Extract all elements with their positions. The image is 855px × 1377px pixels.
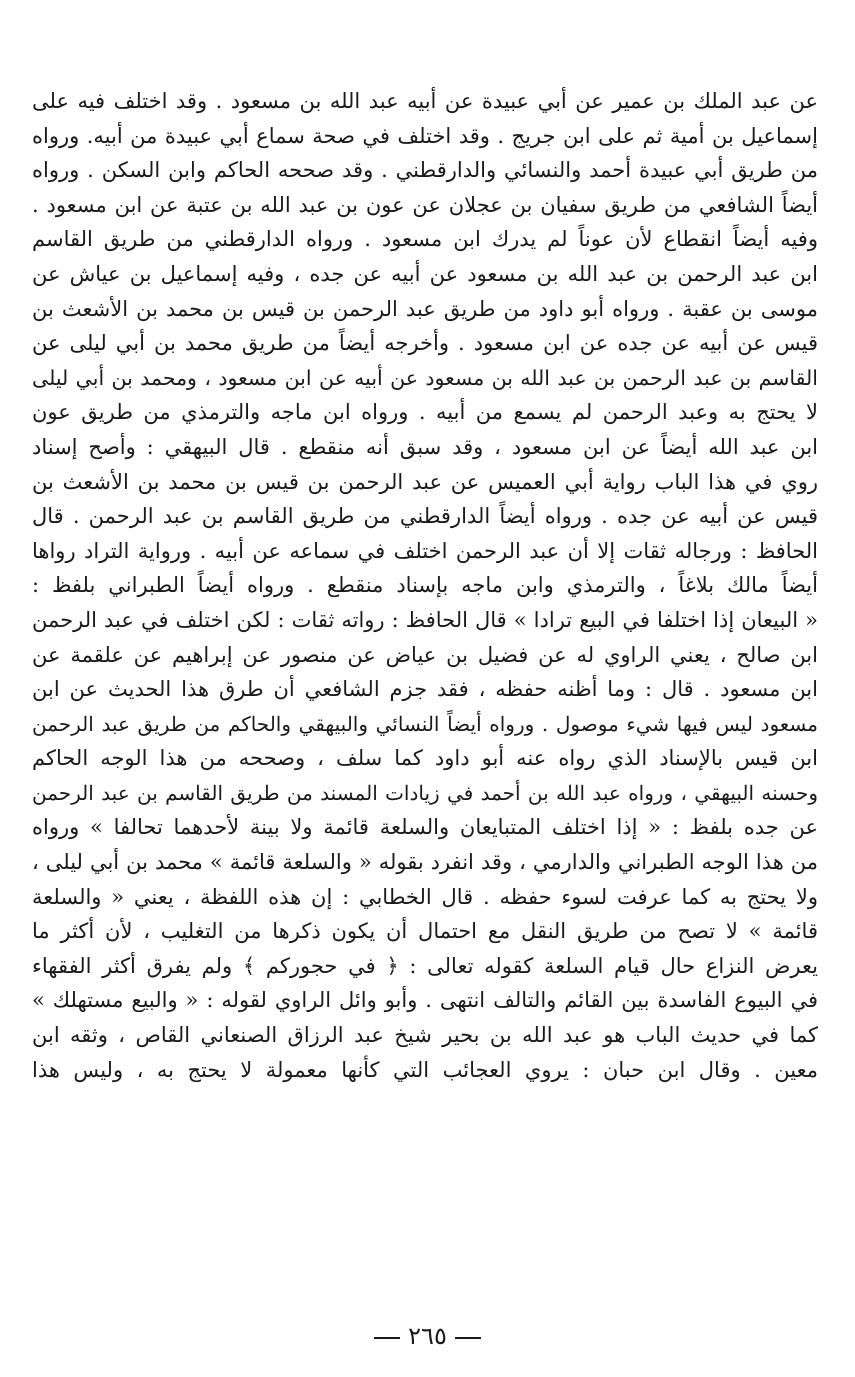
text-line: وفيه أيضاً انقطاع لأن عوناً لم يدرك ابن مسعود . ورواه الدارقطني من طريق القاسم [32,227,818,252]
text-line: أيضاً الشافعي من طريق سفيان بن عجلان عن عون بن عبد الله بن عتبة عن ابن مسعود . [32,192,818,217]
text-line: في البيوع الفاسدة بين القائم والتالف انتهى . وأبو وائل الراوي لقوله : « والبيع مستهلك » [32,988,818,1013]
text-line: قائمة » لا تصح من طريق النقل مع احتمال أن يكون ذكرها من التغليب ، لأن أكثر ما [32,919,818,944]
text-line: أيضاً مالك بلاغاً ، والترمذي وابن ماجه بإسناد منقطع . ورواه أيضاً الطبراني بلفظ : [32,573,818,598]
text-line: ابن عبد الرحمن بن عبد الله بن مسعود عن أبيه عن جده ، وفيه إسماعيل بن عياش عن [32,261,818,286]
text-line: معين . وقال ابن حبان : يروي العجائب التي كأنها معمولة لا يحتج به ، وليس هذا [32,1057,818,1082]
text-line: إسماعيل بن أمية ثم على ابن جريج . وقد اختلف في صحة سماع أبي عبيدة من أبيه. ورواه [32,123,818,148]
text-line: من هذا الوجه الطبراني والدارمي ، وقد انفرد بقوله « والسلعة قائمة » محمد بن أبي ليلى ، [32,850,818,875]
text-line: ابن قيس بالإسناد الذي رواه عنه أبو داود كما سلف ، وصححه من هذا الوجه الحاكم [32,746,818,771]
text-line: ابن مسعود . قال : وما أظنه حفظه ، فقد جزم الشافعي أن طرق هذا الحديث عن ابن [32,677,818,702]
text-line: لا يحتج به وعبد الرحمن لم يسمع من أبيه . ورواه ابن ماجه والترمذي من طريق عون [32,400,818,425]
page-number-value: ٢٦٥ [408,1322,447,1350]
text-line: موسى بن عقبة . ورواه أبو داود من طريق عبد الرحمن بن قيس بن محمد بن الأشعث بن [32,296,818,321]
text-line: روي في هذا الباب رواية أبي العميس عن عبد الرحمن بن قيس بن محمد بن الأشعث بن [32,469,818,494]
page-number-dash [374,1337,400,1339]
text-line: الحافظ : ورجاله ثقات إلا أن عبد الرحمن اختلف في سماعه عن أبيه . ورواية التراد رواها [32,538,818,563]
text-line: ابن صالح ، يعني الراوي له عن فضيل بن عياض عن منصور عن إبراهيم عن علقمة عن [32,642,818,667]
body-text [32,84,818,1087]
text-line: ابن عبد الله أيضاً عن ابن مسعود ، وقد سبق أنه منقطع . قال البيهقي : وأصح إسناد [32,434,818,459]
text-line: من طريق أبي عبيدة أحمد والنسائي والدارقطني . وقد صححه الحاكم وابن السكن . ورواه [32,158,818,183]
page-number-dash [455,1337,481,1339]
page-number [0,1322,855,1350]
text-line: وحسنه البيهقي ، ورواه عبد الله بن أحمد في زيادات المسند من طريق القاسم بن عبد الرحمن [32,780,818,805]
text-line: القاسم بن عبد الرحمن بن عبد الله بن مسعود عن أبيه عن ابن مسعود ، ومحمد بن أبي ليلى [32,365,818,390]
text-line: قيس عن أبيه عن جده . ورواه أيضاً الدارقطني من طريق القاسم بن عبد الرحمن . قال [32,504,818,529]
text-line: ولا يحتج به كما عرفت لسوء حفظه . قال الخطابي : إن هذه اللفظة ، يعني « والسلعة [32,884,818,909]
text-line: عن عبد الملك بن عمير عن أبي عبيدة عن أبيه عبد الله بن مسعود . وقد اختلف فيه على [32,89,818,113]
text-line: « البيعان إذا اختلفا في البيع ترادا » قال الحافظ : رواته ثقات : لكن اختلف في عبد الرحمن [32,607,818,632]
text-line: كما في حديث الباب هو عبد الله بن بحير شيخ عبد الرزاق الصنعاني القاص ، وثقه ابن [32,1023,818,1048]
text-line: قيس عن أبيه عن جده عن ابن مسعود . وأخرجه أيضاً من طريق محمد بن أبي ليلى عن [32,331,818,356]
text-line: مسعود ليس فيها شيء موصول . ورواه أيضاً النسائي والبيهقي والحاكم من طريق عبد الرحمن [32,711,818,736]
text-line: عن جده بلفظ : « إذا اختلف المتبايعان والسلعة قائمة ولا بينة لأحدهما تحالفا » ورواه [32,815,818,840]
text-line: يعرض النزاع حال قيام السلعة كقوله تعالى : ﴿ في حجوركم ﴾ ولم يفرق أكثر الفقهاء [32,953,818,978]
